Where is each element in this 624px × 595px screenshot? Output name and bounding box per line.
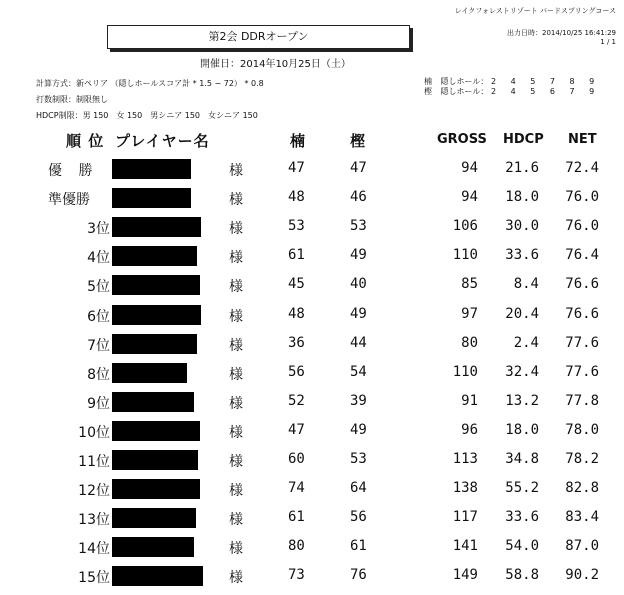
course-1-score: 61 [288,247,305,263]
honorific: 様 [229,454,243,470]
net-score: 78.0 [565,422,599,438]
net-score: 76.0 [565,189,599,205]
rank-label: 9位 [87,396,110,412]
table-row [0,218,624,242]
hdcp-value: 20.4 [505,306,539,322]
rank-label: 14位 [78,541,110,557]
table-row [0,567,624,591]
course-1-score: 48 [288,306,305,322]
honorific: 様 [229,163,243,179]
rank-label: 11位 [78,454,110,470]
net-score: 77.8 [565,393,599,409]
course-1-score: 74 [288,480,305,496]
table-row [0,276,624,300]
course-1-score: 47 [288,160,305,176]
course-2-score: 64 [350,480,367,496]
course-2-score: 40 [350,276,367,292]
net-score: 83.4 [565,509,599,525]
col-player-name: プレイヤー名 [115,132,210,150]
rank-label: 7位 [87,338,110,354]
redacted-player-name [112,537,194,557]
gross-score: 149 [452,567,478,583]
redacted-player-name [112,188,191,208]
col-rank: 順 位 [66,132,105,150]
course-1-score: 80 [288,538,305,554]
hidden-holes-label: 隠しホール： [440,77,489,86]
table-row [0,509,624,533]
redacted-player-name [112,450,198,470]
honorific: 様 [229,483,243,499]
net-score: 82.8 [565,480,599,496]
course-2-score: 54 [350,364,367,380]
col-gross: GROSS [437,132,487,147]
honorific: 様 [229,512,243,528]
redacted-player-name [112,305,201,325]
honorific: 様 [229,279,243,295]
table-row [0,393,624,417]
hidden-holes-label: 隠しホール： [440,87,489,96]
net-score: 72.4 [565,160,599,176]
hdcp-value: 18.0 [505,189,539,205]
table-row [0,422,624,446]
hdcp-value: 33.6 [505,509,539,525]
course-2-score: 61 [350,538,367,554]
rank-label: 15位 [78,570,110,586]
course-2-score: 76 [350,567,367,583]
gross-score: 94 [461,189,478,205]
gross-score: 85 [461,276,478,292]
redacted-player-name [112,421,200,441]
hdcp-value: 18.0 [505,422,539,438]
calc-method: 計算方式：新ペリア （隠しホールスコア計 * 1.5 − 72） * 0.8 [36,79,264,88]
redacted-player-name [112,508,196,528]
honorific: 様 [229,367,243,383]
course-2-score: 46 [350,189,367,205]
event-date: 開催日：2014年10月25日（土） [200,59,351,70]
gross-score: 91 [461,393,478,409]
net-score: 76.6 [565,306,599,322]
course-1-score: 53 [288,218,305,234]
hdcp-value: 54.0 [505,538,539,554]
net-score: 76.4 [565,247,599,263]
event-title-box [107,25,410,49]
redacted-player-name [112,275,200,295]
hdcp-value: 58.8 [505,567,539,583]
col-hdcp: HDCP [503,132,544,147]
course-2-score: 53 [350,451,367,467]
rank-label: 準優勝 [48,192,90,208]
net-score: 77.6 [565,364,599,380]
col-net: NET [568,132,597,147]
gross-score: 110 [452,364,478,380]
gross-score: 110 [452,247,478,263]
rank-label: 10位 [78,425,110,441]
hdcp-limit: HDCP制限：男 150 女 150 男シニア 150 女シニア 150 [36,111,258,120]
hdcp-value: 32.4 [505,364,539,380]
gross-score: 138 [452,480,478,496]
company-name: レイクフォレストリゾート バードスプリングコース [454,7,616,15]
course-1-score: 36 [288,335,305,351]
course-2-score: 49 [350,422,367,438]
hdcp-value: 13.2 [505,393,539,409]
course-1-score: 56 [288,364,305,380]
course-2-score: 56 [350,509,367,525]
stroke-limit: 打数制限：制限無し [36,95,108,104]
hdcp-value: 21.6 [505,160,539,176]
redacted-player-name [112,392,194,412]
course-1-score: 61 [288,509,305,525]
hidden-course-label: 楠 [424,77,432,86]
course-2-score: 53 [350,218,367,234]
page-number: 1 / 1 [600,38,616,46]
redacted-player-name [112,246,197,266]
hidden-holes-course-2 [424,86,600,97]
table-row [0,364,624,388]
rank-label: 4位 [87,250,110,266]
redacted-player-name [112,479,200,499]
rank-label: 3位 [87,221,110,237]
gross-score: 113 [452,451,478,467]
redacted-player-name [112,159,191,179]
net-score: 76.0 [565,218,599,234]
table-row [0,335,624,359]
honorific: 様 [229,250,243,266]
hdcp-value: 33.6 [505,247,539,263]
gross-score: 96 [461,422,478,438]
honorific: 様 [229,221,243,237]
rank-label: 5位 [87,279,110,295]
rank-label: 8位 [87,367,110,383]
course-1-score: 60 [288,451,305,467]
table-row [0,451,624,475]
table-row [0,189,624,213]
honorific: 様 [229,541,243,557]
honorific: 様 [229,192,243,208]
table-row [0,160,624,184]
honorific: 様 [229,570,243,586]
course-2-score: 39 [350,393,367,409]
honorific: 様 [229,309,243,325]
hdcp-value: 34.8 [505,451,539,467]
course-1-score: 48 [288,189,305,205]
gross-score: 94 [461,160,478,176]
net-score: 76.6 [565,276,599,292]
gross-score: 97 [461,306,478,322]
redacted-player-name [112,363,187,383]
redacted-player-name [112,217,201,237]
hdcp-value: 2.4 [513,335,539,351]
redacted-player-name [112,334,197,354]
table-row [0,306,624,330]
course-2-score: 49 [350,247,367,263]
course-2-score: 44 [350,335,367,351]
course-1-score: 52 [288,393,305,409]
redacted-player-name [112,566,203,586]
hidden-holes-list: 2 4 5 7 8 9 [490,77,601,86]
gross-score: 106 [452,218,478,234]
table-row [0,538,624,562]
output-datetime: 出力日時：2014/10/25 16:41:29 [506,29,616,37]
table-row [0,247,624,271]
table-row [0,480,624,504]
course-1-score: 73 [288,567,305,583]
hidden-holes-list: 2 4 5 6 7 9 [490,87,601,96]
course-1-score: 47 [288,422,305,438]
net-score: 77.6 [565,335,599,351]
col-course-2: 樫 [350,132,367,150]
gross-score: 141 [452,538,478,554]
course-2-score: 47 [350,160,367,176]
rank-label: 12位 [78,483,110,499]
rank-label: 13位 [78,512,110,528]
hdcp-value: 30.0 [505,218,539,234]
gross-score: 117 [452,509,478,525]
gross-score: 80 [461,335,478,351]
net-score: 90.2 [565,567,599,583]
hdcp-value: 8.4 [513,276,539,292]
course-1-score: 45 [288,276,305,292]
rank-label: 6位 [87,309,110,325]
net-score: 87.0 [565,538,599,554]
course-2-score: 49 [350,306,367,322]
hdcp-value: 55.2 [505,480,539,496]
col-course-1: 楠 [290,132,307,150]
honorific: 様 [229,396,243,412]
hidden-course-label: 樫 [424,87,432,96]
event-title: 第2会 DDRオープン [208,30,309,43]
rank-label: 優 勝 [48,163,99,179]
honorific: 様 [229,338,243,354]
net-score: 78.2 [565,451,599,467]
honorific: 様 [229,425,243,441]
